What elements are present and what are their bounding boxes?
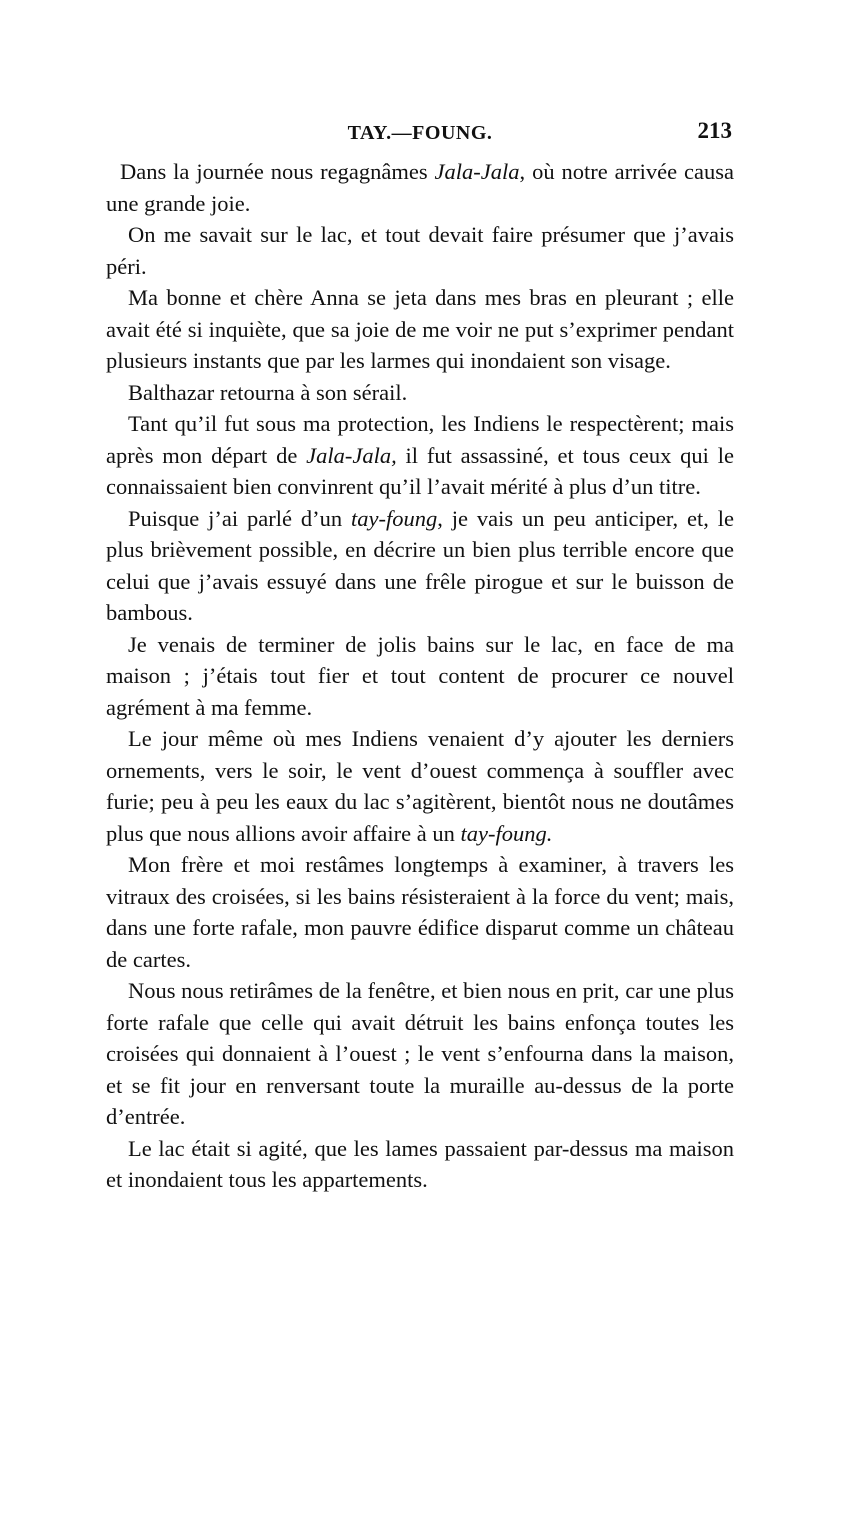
- text-run: Mon frère et moi restâmes longtemps à examiner, à travers les vitraux des croisées, si les bains résisteraient à la force du vent; mais, dans une forte rafale, mon pauvre édifice disparut comme un château de cartes.: [106, 852, 734, 972]
- paragraph: [106, 1133, 734, 1196]
- text-run: Puisque j’ai parlé d’un: [128, 505, 351, 531]
- text-run: Le lac était si agité, que les lames passaient par-dessus ma maison et inondaient tous les appartements.: [106, 1135, 734, 1192]
- text-run: , je vais un peu anticiper, et, le plus brièvement possible, en décrire un bien plus terrible encore que celui que j’avais essuyé dans une frêle pirogue et sur le buisson de bambous.: [106, 505, 735, 625]
- italic-term: tay-foung: [350, 505, 438, 531]
- text-run: Balthazar retourna à son sérail.: [128, 379, 408, 405]
- paragraph: [106, 282, 734, 377]
- text-run: il fut assassiné, et tous ceux qui le connaissaient bien convinrent qu’il l’avait mérité à plus d’un titre.: [106, 442, 734, 499]
- text-run: Ma bonne et chère Anna se jeta dans mes bras en pleurant ; elle avait été si inquiète, que sa joie de me voir ne put s’exprimer pendant plusieurs instants que par les larmes qui inondaient son visage.: [106, 285, 734, 373]
- text-run: On me savait sur le lac, et tout devait faire présumer que j’avais péri.: [106, 222, 734, 279]
- text-run: Le jour même où mes Indiens venaient d’y ajouter les derniers ornements, vers le soir, le vent d’ouest commença à souffler avec furie; peu à peu les eaux du lac s’agitèrent, bientôt nous ne doutâmes plus que nous allions avoir affaire à un: [106, 726, 734, 846]
- italic-place-name: Jala-Jala,: [306, 442, 397, 468]
- page-number: 213: [697, 118, 732, 143]
- running-head: [100, 118, 740, 152]
- italic-place-name: Jala-Jala: [434, 159, 520, 184]
- paragraph: [106, 219, 734, 282]
- running-title: TAY.—FOUNG.: [347, 122, 493, 144]
- paragraph: [106, 377, 734, 409]
- paragraph: [106, 849, 734, 975]
- paragraph: [106, 156, 734, 219]
- paragraph: [106, 975, 734, 1133]
- text-run: Dans la journée nous regagnâmes: [120, 159, 435, 184]
- text-run: , où notre arrivée causa une grande joie.: [106, 159, 734, 216]
- paragraph: [106, 723, 734, 849]
- italic-term: tay-foung.: [460, 820, 553, 846]
- text-run: Je venais de terminer de jolis bains sur le lac, en face de ma maison ; j’étais tout fier et tout content de procurer ce nouvel agrément à ma femme.: [106, 631, 734, 720]
- paragraph: [106, 408, 734, 503]
- body-text: [106, 156, 734, 1196]
- text-run: Tant qu’il fut sous ma protection, les Indiens le respectèrent; mais après mon départ de: [106, 411, 734, 468]
- paragraph: [106, 503, 734, 629]
- paragraph: [106, 629, 734, 724]
- text-run: Nous nous retirâmes de la fenêtre, et bien nous en prit, car une plus forte rafale que celle qui avait détruit les bains enfonça toutes les croisées qui donnaient à l’ouest ; le vent s’enfourna dans la maison, et se fit jour en renversant toute la muraille au-dessus de la porte d’entrée.: [106, 978, 734, 1129]
